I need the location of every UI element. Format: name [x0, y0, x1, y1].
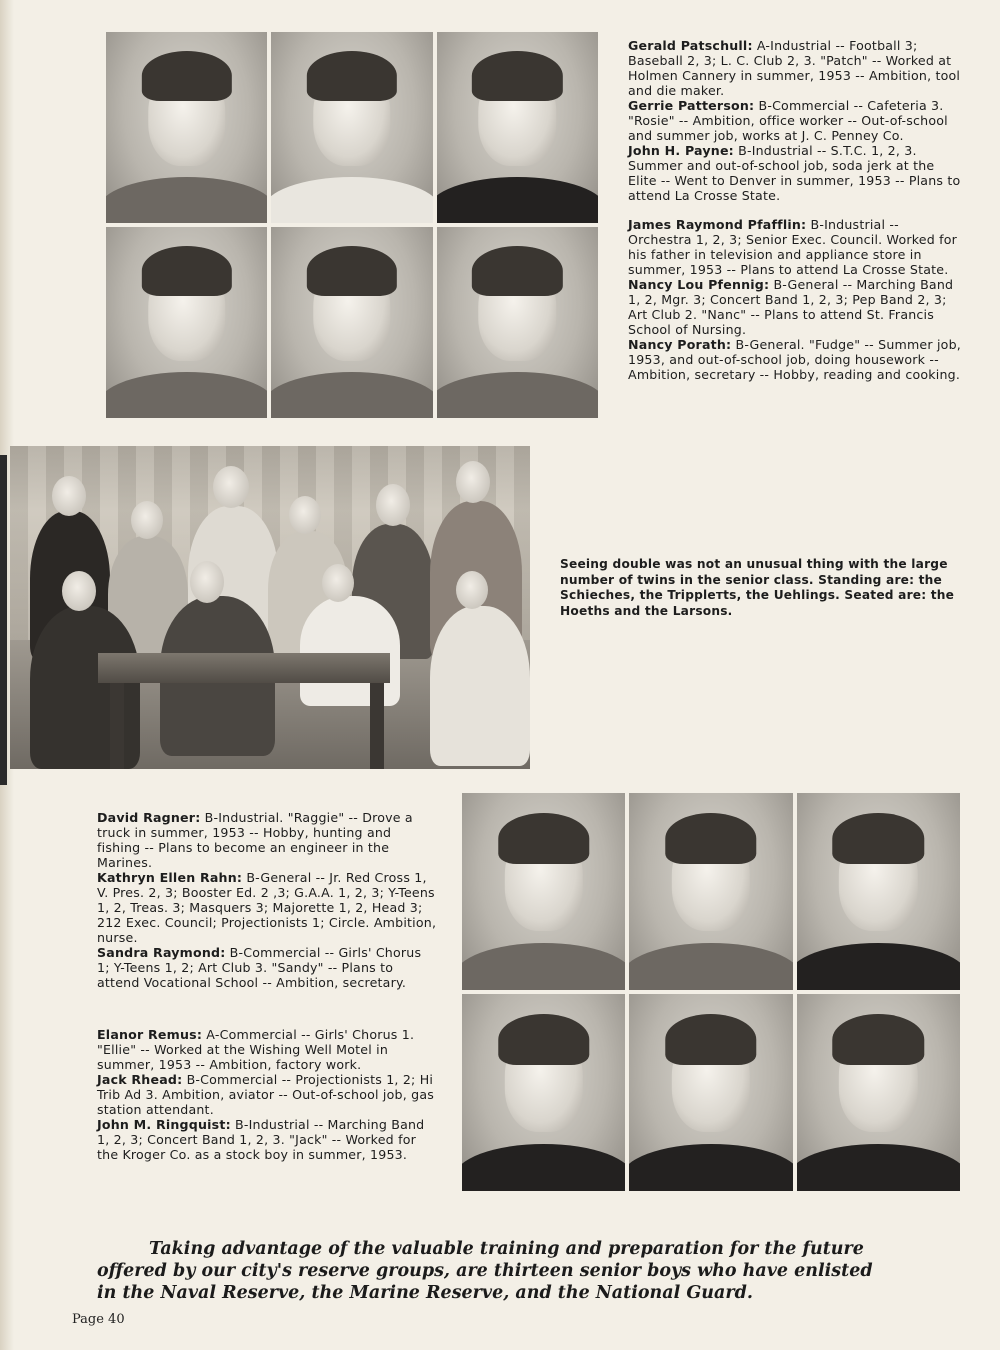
bio-entry: John M. Ringquist: B-Industrial -- Marching Band 1, 2, 3; Concert Band 1, 2, 3. "Jack" -- Worked for the Kroger Co. as a stock boy in summer, 1953. [97, 1117, 425, 1162]
bottom-bios [97, 810, 437, 1162]
top-portrait-grid [106, 32, 598, 418]
portrait-nancy-porath [437, 227, 598, 418]
bio-entry: Nancy Lou Pfennig: B-General -- Marching Band 1, 2, Mgr. 3; Concert Band 1, 2, 3; Pep Band 2, 3; Art Club 2. "Nanc" -- Plans to attend St. Francis School of Nursing. [628, 277, 954, 337]
bio-entry: Gerald Patschull: A-Industrial -- Football 3; Baseball 2, 3; L. C. Club 2, 3. "Patch" -- Worked at Holmen Cannery in summer, 1953 -- Ambition, tool and die maker. [628, 38, 961, 98]
bio-entry: John H. Payne: B-Industrial -- S.T.C. 1, 2, 3. Summer and out-of-school job, soda jerk at the Elite -- Went to Denver in summer, 1953 -- Plans to attend La Crosse State. [628, 143, 961, 203]
bio-entry: Sandra Raymond: B-Commercial -- Girls' Chorus 1; Y-Teens 1, 2; Art Club 3. "Sandy" -- Plans to attend Vocational School -- Ambition, secretary. [97, 945, 422, 990]
portrait-sandra-raymond [797, 793, 960, 990]
portrait-nancy-pfennig [271, 227, 432, 418]
twins-group-photo [10, 446, 530, 769]
bio-entry: Elanor Remus: A-Commercial -- Girls' Chorus 1. "Ellie" -- Worked at the Wishing Well Motel in summer, 1953 -- Ambition, factory work. [97, 1027, 415, 1072]
portrait-gerald-patschull [106, 32, 267, 223]
portrait-gerrie-patterson [271, 32, 432, 223]
bio-entry: Gerrie Patterson: B-Commercial -- Cafeteria 3. "Rosie" -- Ambition, office worker -- Out-of-school and summer job, works at J. C. Penney Co. [628, 98, 948, 143]
portrait-john-ringquist [797, 994, 960, 1191]
bio-entry: Nancy Porath: B-General. "Fudge" -- Summer job, 1953, and out-of-school job, doing housework -- Ambition, secretary -- Hobby, reading and cooking. [628, 337, 961, 382]
portrait-elanor-remus [462, 994, 625, 1191]
bio-entry: David Ragner: B-Industrial. "Raggie" -- Drove a truck in summer, 1953 -- Hobby, hunting and fishing -- Plans to become an engineer in the Marines. [97, 810, 413, 870]
footer-statement: Taking advantage of the valuable training and preparation for the future offered by our city's reserve groups, are thirteen senior boys who have enlisted in the Naval Reserve, the Marine Reserve, and the National Guard. [97, 1239, 873, 1303]
bottom-portrait-grid [462, 793, 960, 1191]
portrait-david-ragner [462, 793, 625, 990]
bio-entry: James Raymond Pfafflin: B-Industrial -- Orchestra 1, 2, 3; Senior Exec. Council. Worked for his father in television and appliance store in summer, 1953 -- Plans to attend La Crosse State. [628, 217, 958, 277]
bio-entry: Jack Rhead: B-Commercial -- Projectionists 1, 2; Hi Trib Ad 3. Ambition, aviator -- Out-of-school job, gas station attendant. [97, 1072, 434, 1117]
page-number: Page 40 [72, 1312, 125, 1327]
margin-bar [0, 455, 7, 785]
portrait-jack-rhead [629, 994, 792, 1191]
portrait-john-payne [437, 32, 598, 223]
bio-entry: Kathryn Ellen Rahn: B-General -- Jr. Red Cross 1, V. Pres. 2, 3; Booster Ed. 2 ,3; G.A.A. 1, 2, 3; Y-Teens 1, 2, Treas. 3; Masquers 3; Majorette 1, 2, Head 3; 212 Exec. Council; Projectionists 1; Circle. Ambition, nurse. [97, 870, 437, 945]
portrait-kathryn-rahn [629, 793, 792, 990]
group-photo-caption: Seeing double was not an unusual thing with the large number of twins in the senior class. Standing are: the Schieches, the Tripplетts, the Uehlings. Seated are: the Hoeths and the Larsons. [560, 557, 955, 618]
top-bios [628, 38, 962, 382]
portrait-james-pfafflin [106, 227, 267, 418]
